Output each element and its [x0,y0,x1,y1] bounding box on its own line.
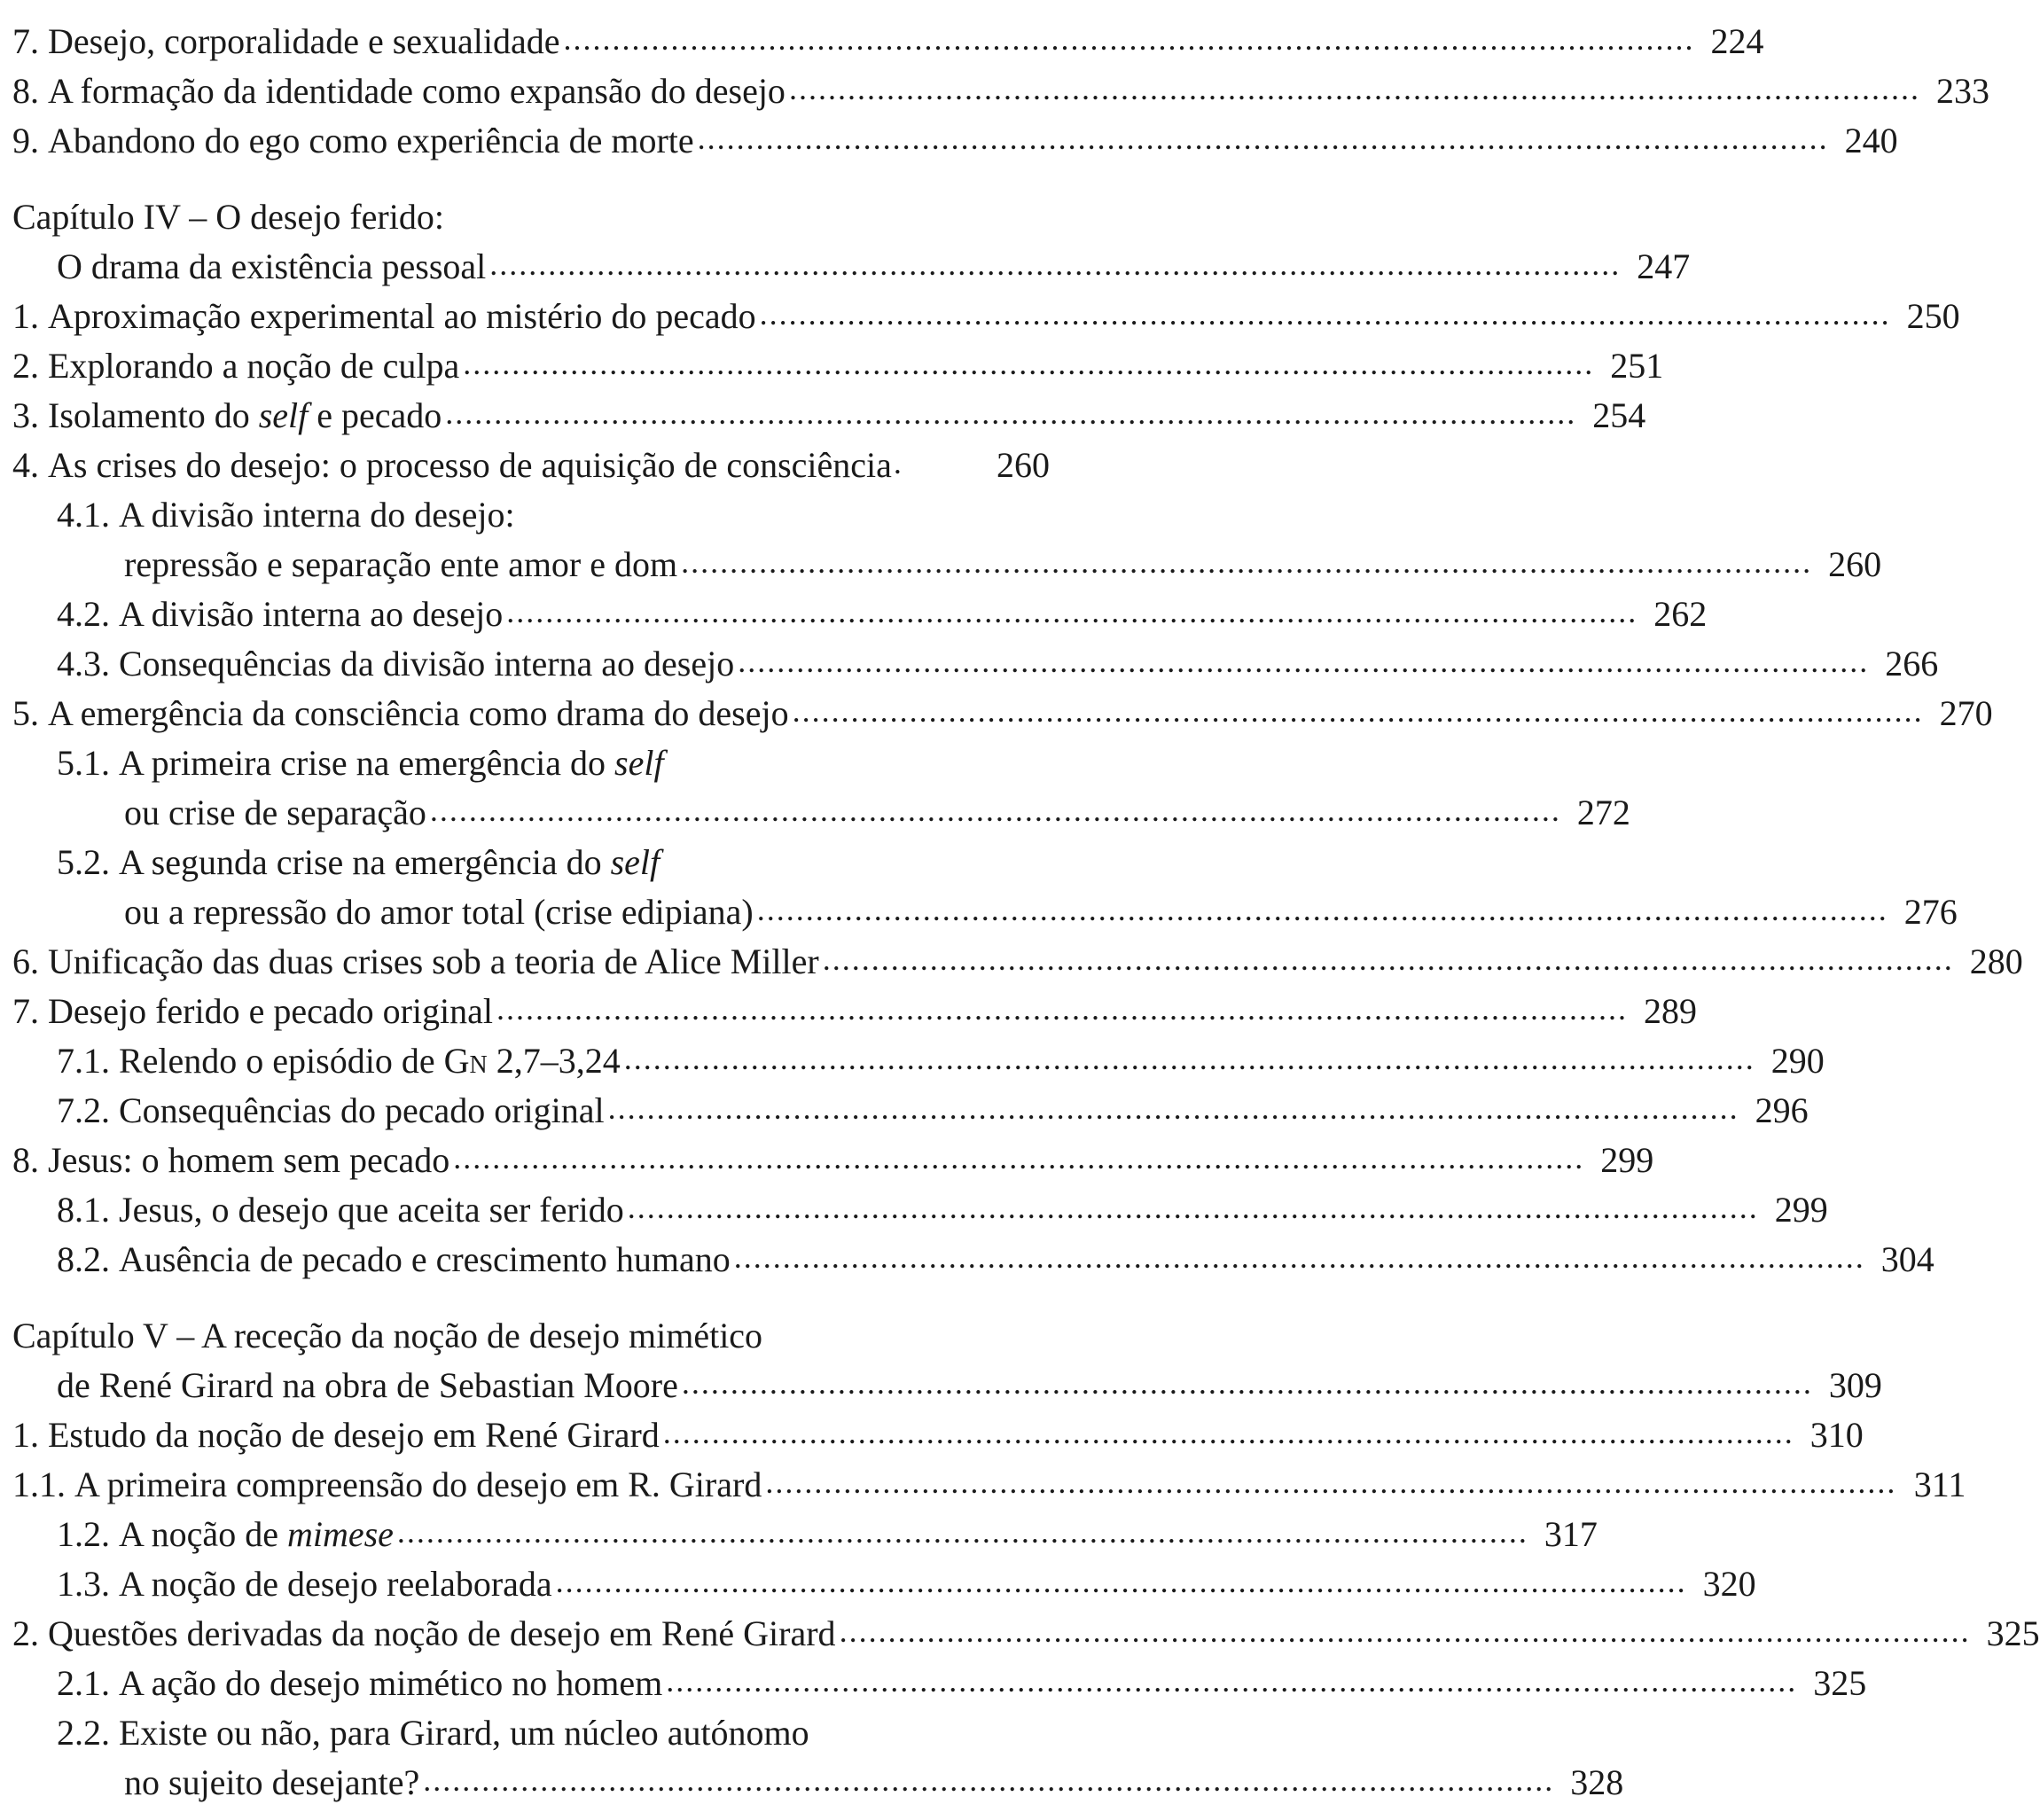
toc-page: 247 [1637,246,1691,286]
toc-title: Estudo da noção de desejo em René Girard [48,1415,660,1455]
toc-entry [12,62,1989,112]
toc-number: 1.2. [57,1514,110,1554]
toc-entry [12,1456,1966,1505]
toc-number: 5.1. [57,743,110,783]
toc-entry [12,1406,1864,1456]
toc-entry [12,387,1646,436]
toc-entry [12,1754,1624,1803]
toc-number: 1.1. [12,1465,66,1504]
toc-entry [12,635,1939,684]
toc-page: 250 [1906,296,1960,336]
toc-entry [12,238,1691,287]
toc-number: 4.3. [57,644,110,683]
leader-dots: .................................................................................................................... [445,395,1577,431]
leader-dots: .................................................................................................................... [563,21,1695,57]
leader-dots: .................................................................................................................... [396,1514,1528,1550]
title-part: Isolamento do [48,395,259,435]
toc-number: 2.2. [57,1713,110,1753]
title-part: Relendo o episódio de [119,1041,444,1081]
toc-number: 9. [12,121,39,160]
toc-title: Aproximação experimental ao mistério do pecado [48,296,756,336]
leader-dots: .................................................................................................................... [489,246,1622,282]
toc-page: 325 [1986,1613,2040,1653]
leader-dots: .................................................................................................................... [607,1090,1739,1126]
toc-title: A divisão interna do desejo: [119,495,515,535]
toc-number: 4. [12,445,39,485]
toc-title [48,394,442,436]
toc-entry [12,1356,1882,1406]
toc-title: Ausência de pecado e crescimento humano [119,1239,731,1279]
toc-title: Jesus, o desejo que aceita ser ferido [119,1190,624,1230]
toc-title: Jesus: o homem sem pecado [48,1140,450,1180]
leader-dots: .................................................................................................................... [738,644,1870,679]
leader-dots: .................................................................................................................... [839,1613,1971,1649]
toc-entry [12,684,1993,734]
toc-entry [12,982,1698,1032]
title-italic: self [614,743,664,783]
toc-title: A ação do desejo mimético no homem [119,1663,663,1703]
leader-dots: .................................................................................................................... [697,121,1829,156]
title-part: A primeira crise na emergência do [119,743,615,783]
leader-dots: .................................................................................................................... [681,1365,1813,1401]
toc-entry [12,585,1708,635]
leader-dots: .................................................................................................................... [666,1663,1798,1699]
chapter-heading [12,188,1050,238]
leader-dots: .................................................................................................................... [788,71,1920,106]
toc-number: 5. [12,693,39,733]
title-italic: self [258,395,309,435]
toc-page: 260 [997,445,1050,485]
leader-dots: .................................................................................................................... [555,1564,1687,1599]
chapter-subtitle: de René Girard na obra de Sebastian Moore [57,1365,678,1405]
toc-page: 299 [1600,1140,1654,1180]
leader-dots: .................................................................................................................... [681,544,1813,580]
toc-entry [12,784,1630,833]
toc-entry [12,1654,1867,1704]
toc-number: 8.2. [57,1239,110,1279]
toc-page: 325 [1813,1663,1867,1703]
toc-title: repressão e separação ente amor e dom [124,544,678,584]
toc-number: 4.1. [57,495,110,535]
table-of-contents [12,12,2040,1803]
toc-entry [12,287,1960,337]
toc-page: 328 [1570,1762,1624,1802]
toc-page: 280 [1969,941,2023,981]
toc-title: no sujeito desejante? [124,1762,420,1802]
leader-dots: .................................................................................................................... [429,793,1561,828]
toc-number: 7.2. [57,1090,110,1130]
toc-page: 290 [1770,1041,1825,1081]
toc-title: Consequências da divisão interna ao desejo [119,644,735,683]
toc-page: 270 [1939,693,1993,733]
leader-dots: .................................................................................................................... [759,296,1891,332]
toc-entry [12,1032,1825,1082]
toc-number: 7. [12,21,39,61]
leader-dots: .................................................................................................................... [623,1041,1755,1076]
toc-page: 262 [1653,594,1708,634]
toc-number: 1. [12,296,39,336]
toc-number: 2. [12,1613,39,1653]
leader-dots: .................................................................................................................... [733,1239,1865,1275]
toc-number: 8.1. [57,1190,110,1230]
toc-page: 317 [1544,1514,1598,1554]
toc-title [119,1040,621,1082]
title-part: A segunda crise na emergência do [119,842,611,882]
toc-number: 4.2. [57,594,110,634]
toc-entry [12,1082,1809,1131]
leader-dots: .................................................................................................................... [822,941,1954,977]
toc-page: 224 [1710,21,1764,61]
leader-dots: .................................................................................................................... [453,1140,1585,1176]
title-italic: mimese [286,1514,394,1554]
toc-title: A noção de desejo reelaborada [119,1564,552,1604]
toc-title: Abandono do ego como experiência de morte [48,121,694,160]
toc-title: Consequências do pecado original [119,1090,605,1130]
toc-page: 260 [1828,544,1882,584]
toc-number: 3. [12,395,39,435]
toc-page: 310 [1809,1415,1864,1455]
toc-entry [12,1181,1828,1230]
chapter-title: Capítulo V – A receção da noção de desejo mimético [12,1316,763,1355]
leader-dots: .................................................................................................................... [756,892,1888,927]
toc-entry [12,933,2023,982]
toc-entry [12,486,1050,535]
leader-dots: .................................................................................................................... [792,693,1924,729]
toc-page: 266 [1885,644,1939,683]
toc-entry [12,1230,1934,1280]
toc-page: 233 [1935,71,1989,111]
toc-number: 1.3. [57,1564,110,1604]
toc-number: 2. [12,346,39,386]
title-smallcaps: Gn [443,1041,488,1081]
leader-dots: .................................................................................................................... [627,1190,1759,1225]
toc-title: Desejo ferido e pecado original [48,991,494,1031]
toc-entry [12,535,1882,585]
chapter-subtitle: O drama da existência pessoal [57,246,487,286]
toc-number: 8. [12,1140,39,1180]
toc-entry [12,1505,1598,1555]
toc-page: 299 [1774,1190,1828,1230]
toc-title [119,1513,394,1555]
chapter-heading [12,1307,1050,1356]
toc-title: Unificação das duas crises sob a teoria de Alice Miller [48,941,819,981]
toc-entry [12,883,1958,933]
title-italic: self [610,842,660,882]
title-part: 2,7–3,24 [487,1041,621,1081]
leader-dots: .................................................................................................................... [463,346,1595,381]
leader-dots: .................................................................................................................... [496,991,1629,1027]
leader-dots: . [893,445,903,480]
toc-title [119,841,660,883]
toc-entry [12,1704,1050,1754]
toc-page: 276 [1903,892,1958,932]
toc-title: A emergência da consciência como drama do desejo [48,693,789,733]
toc-number: 5.2. [57,842,110,882]
toc-title: Explorando a noção de culpa [48,346,460,386]
leader-dots: .................................................................................................................... [765,1465,1897,1500]
toc-page: 320 [1702,1564,1756,1604]
toc-page: 309 [1828,1365,1882,1405]
toc-page: 289 [1644,991,1698,1031]
toc-entry [12,734,1050,784]
toc-title: Questões derivadas da noção de desejo em René Girard [48,1613,836,1653]
toc-entry [12,833,1050,883]
toc-title: A formação da identidade como expansão do desejo [48,71,786,111]
toc-number: 1. [12,1415,39,1455]
toc-number: 7.1. [57,1041,110,1081]
toc-page: 240 [1844,121,1898,160]
toc-title: A divisão interna ao desejo [119,594,504,634]
toc-page: 304 [1880,1239,1934,1279]
toc-number: 8. [12,71,39,111]
toc-title [119,742,664,784]
toc-entry [12,1131,1654,1181]
toc-title: As crises do desejo: o processo de aquisição de consciência [48,445,892,485]
toc-title: ou crise de separação [124,793,426,832]
toc-title: A primeira compreensão do desejo em R. Girard [74,1465,762,1504]
toc-entry [12,1605,2040,1654]
title-part: A noção de [119,1514,287,1554]
toc-title: Existe ou não, para Girard, um núcleo autónomo [119,1713,809,1753]
toc-entry [12,436,1050,486]
toc-entry [12,337,1664,387]
toc-entry [12,112,1898,161]
leader-dots: .................................................................................................................... [423,1762,1555,1798]
chapter-title: Capítulo IV – O desejo ferido: [12,197,444,237]
leader-dots: .................................................................................................................... [662,1415,1794,1450]
toc-number: 7. [12,991,39,1031]
toc-title: ou a repressão do amor total (crise edipiana) [124,892,754,932]
toc-page: 254 [1592,395,1646,435]
toc-number: 2.1. [57,1663,110,1703]
toc-entry [12,1555,1756,1605]
toc-page: 272 [1576,793,1630,832]
leader-dots: .................................................................................................................... [506,594,1638,629]
toc-number: 6. [12,941,39,981]
title-part: e pecado [308,395,442,435]
toc-page: 251 [1610,346,1664,386]
toc-entry [12,12,1764,62]
toc-page: 311 [1913,1465,1966,1504]
toc-page: 296 [1755,1090,1809,1130]
toc-title: Desejo, corporalidade e sexualidade [48,21,560,61]
